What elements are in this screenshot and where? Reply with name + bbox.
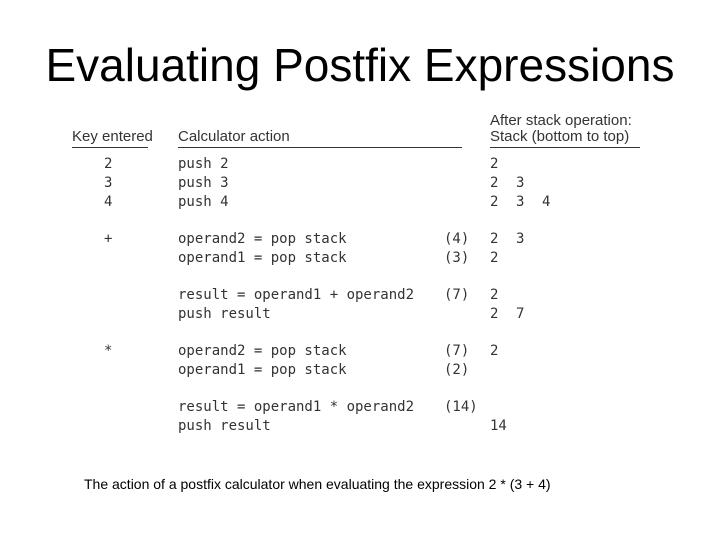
stack-value: 2 bbox=[490, 175, 499, 191]
header-stack-line2: Stack (bottom to top) bbox=[490, 128, 630, 145]
row-action: push result bbox=[178, 306, 271, 322]
stack-value: 2 bbox=[490, 250, 499, 266]
stack-value: 2 bbox=[490, 194, 499, 210]
row-note: (7) bbox=[444, 287, 470, 303]
row-key: * bbox=[104, 343, 113, 359]
stack-value: 2 bbox=[490, 287, 499, 303]
header-rule-key bbox=[72, 147, 148, 148]
row-note: (2) bbox=[444, 362, 470, 378]
stack-value: 3 bbox=[516, 175, 525, 191]
stack-value: 2 bbox=[490, 306, 499, 322]
slide-title: Evaluating Postfix Expressions bbox=[45, 39, 675, 91]
header-rule-action bbox=[178, 147, 462, 148]
header-stack-line1: After stack operation: bbox=[490, 112, 632, 129]
stack-value: 2 bbox=[490, 231, 499, 247]
row-action: push 2 bbox=[178, 156, 229, 172]
header-rule-stack bbox=[490, 147, 640, 148]
row-key: 4 bbox=[104, 194, 113, 210]
stack-value: 2 bbox=[490, 156, 499, 172]
row-key: 3 bbox=[104, 175, 113, 191]
header-key-entered: Key entered bbox=[72, 128, 153, 145]
stack-value: 4 bbox=[542, 194, 551, 210]
stack-value: 14 bbox=[490, 418, 507, 434]
row-action: result = operand1 + operand2 bbox=[178, 287, 415, 303]
row-key: + bbox=[104, 231, 113, 247]
row-action: push result bbox=[178, 418, 271, 434]
row-action: result = operand1 * operand2 bbox=[178, 399, 415, 415]
row-action: push 3 bbox=[178, 175, 229, 191]
row-action: operand2 = pop stack bbox=[178, 231, 347, 247]
stack-value: 7 bbox=[516, 306, 525, 322]
row-note: (7) bbox=[444, 343, 470, 359]
row-note: (14) bbox=[444, 399, 478, 415]
row-action: operand1 = pop stack bbox=[178, 362, 347, 378]
row-note: (3) bbox=[444, 250, 470, 266]
stack-value: 3 bbox=[516, 231, 525, 247]
row-action: operand2 = pop stack bbox=[178, 343, 347, 359]
stack-value: 3 bbox=[516, 194, 525, 210]
figure-caption: The action of a postfix calculator when evaluating the expression 2 * (3 + 4) bbox=[84, 476, 551, 492]
row-key: 2 bbox=[104, 156, 113, 172]
row-note: (4) bbox=[444, 231, 470, 247]
row-action: push 4 bbox=[178, 194, 229, 210]
row-action: operand1 = pop stack bbox=[178, 250, 347, 266]
header-calculator-action: Calculator action bbox=[178, 128, 290, 145]
stack-value: 2 bbox=[490, 343, 499, 359]
